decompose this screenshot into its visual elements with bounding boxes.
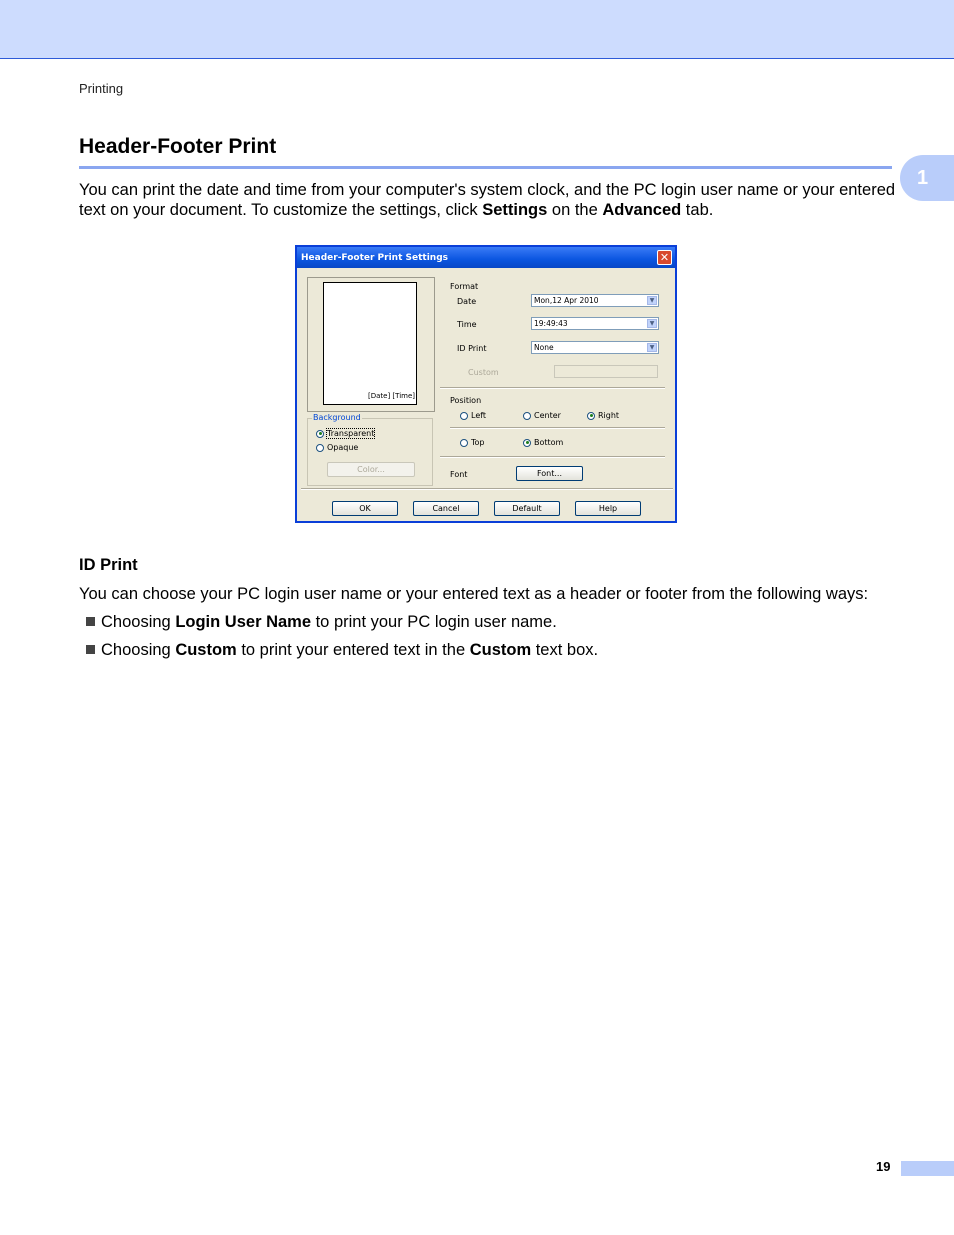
bullet2-bold2: Custom xyxy=(469,641,532,659)
date-value: Mon,12 Apr 2010 xyxy=(534,296,599,305)
page-number: 19 xyxy=(876,1159,891,1174)
ok-button[interactable]: OK xyxy=(332,501,398,516)
position-separator xyxy=(450,427,665,429)
dialog-titlebar xyxy=(297,247,675,268)
opaque-option[interactable] xyxy=(316,443,358,452)
position-center-option[interactable] xyxy=(523,411,561,420)
time-dropdown[interactable] xyxy=(531,317,659,330)
chevron-down-icon[interactable]: ▼ xyxy=(647,343,657,352)
default-button[interactable]: Default xyxy=(494,501,560,516)
bottom-separator xyxy=(301,488,673,490)
id-print-label: ID Print xyxy=(457,344,487,353)
bullet2-pre: Choosing xyxy=(101,641,176,659)
bullet-login-user-name xyxy=(86,612,557,632)
date-label: Date xyxy=(457,297,477,306)
close-icon[interactable]: ✕ xyxy=(657,250,672,265)
intro-text-2: on the xyxy=(547,201,603,219)
custom-label: Custom xyxy=(468,368,499,377)
id-print-dropdown[interactable] xyxy=(531,341,659,354)
dialog-title: Header-Footer Print Settings xyxy=(301,252,449,263)
center-label: Center xyxy=(534,411,561,420)
transparent-option[interactable] xyxy=(316,429,374,438)
breadcrumb: Printing xyxy=(79,81,124,96)
bullet2-mid: to print your entered text in the xyxy=(236,641,470,659)
id-print-value: None xyxy=(534,343,554,352)
position-left-option[interactable] xyxy=(460,411,486,420)
time-label: Time xyxy=(457,320,477,329)
transparent-radio[interactable] xyxy=(316,430,324,438)
bottom-label: Bottom xyxy=(534,438,564,447)
id-print-paragraph: You can choose your PC login user name or your entered text as a header or footer from the following ways: xyxy=(79,585,869,603)
title-underline xyxy=(79,166,892,169)
time-value: 19:49:43 xyxy=(534,319,568,328)
font-separator xyxy=(440,456,665,458)
position-top-option[interactable] xyxy=(460,438,485,447)
right-radio[interactable] xyxy=(587,412,595,420)
position-right-option[interactable] xyxy=(587,411,619,420)
custom-text-field[interactable] xyxy=(554,365,658,378)
left-radio[interactable] xyxy=(460,412,468,420)
intro-text-3: tab. xyxy=(681,201,714,219)
bullet1-post: to print your PC login user name. xyxy=(311,613,557,631)
id-print-heading: ID Print xyxy=(79,556,138,574)
chevron-down-icon[interactable]: ▼ xyxy=(647,296,657,305)
preview-label: [Date] [Time] xyxy=(368,392,416,400)
bullet-square-icon xyxy=(86,645,95,654)
bullet-custom xyxy=(86,640,598,660)
help-button[interactable]: Help xyxy=(575,501,641,516)
top-banner xyxy=(0,0,954,59)
right-label: Right xyxy=(598,411,620,420)
font-button[interactable]: Font... xyxy=(516,466,583,481)
intro-paragraph xyxy=(79,180,899,220)
left-label: Left xyxy=(471,411,487,420)
opaque-radio[interactable] xyxy=(316,444,324,452)
transparent-label: Transparent xyxy=(327,429,375,438)
header-footer-dialog xyxy=(295,245,677,523)
bullet2-post: text box. xyxy=(531,641,599,659)
top-radio[interactable] xyxy=(460,439,468,447)
chapter-tab: 1 xyxy=(900,155,954,201)
position-label: Position xyxy=(450,396,482,405)
page-title: Header-Footer Print xyxy=(79,135,277,158)
intro-bold-advanced: Advanced xyxy=(602,201,682,219)
opaque-label: Opaque xyxy=(327,443,359,452)
date-dropdown[interactable] xyxy=(531,294,659,307)
cancel-button[interactable]: Cancel xyxy=(413,501,479,516)
bullet-square-icon xyxy=(86,617,95,626)
intro-bold-settings: Settings xyxy=(482,201,548,219)
center-radio[interactable] xyxy=(523,412,531,420)
bullet1-bold: Login User Name xyxy=(175,613,312,631)
bottom-radio[interactable] xyxy=(523,439,531,447)
bullet2-bold: Custom xyxy=(175,641,237,659)
font-label: Font xyxy=(450,470,468,479)
format-label: Format xyxy=(450,282,479,291)
position-bottom-option[interactable] xyxy=(523,438,563,447)
bullet1-pre: Choosing xyxy=(101,613,176,631)
intro-text-1: You can print the date and time from your computer's system clock, and the PC login user name or your entered text on your document. To customize the settings, click xyxy=(79,181,896,219)
background-legend: Background xyxy=(313,413,361,422)
chevron-down-icon[interactable]: ▼ xyxy=(647,319,657,328)
preview-paper xyxy=(323,282,417,405)
page-number-band xyxy=(901,1161,954,1176)
color-button[interactable]: Color... xyxy=(327,462,415,477)
top-label: Top xyxy=(471,438,485,447)
format-separator xyxy=(440,387,665,389)
